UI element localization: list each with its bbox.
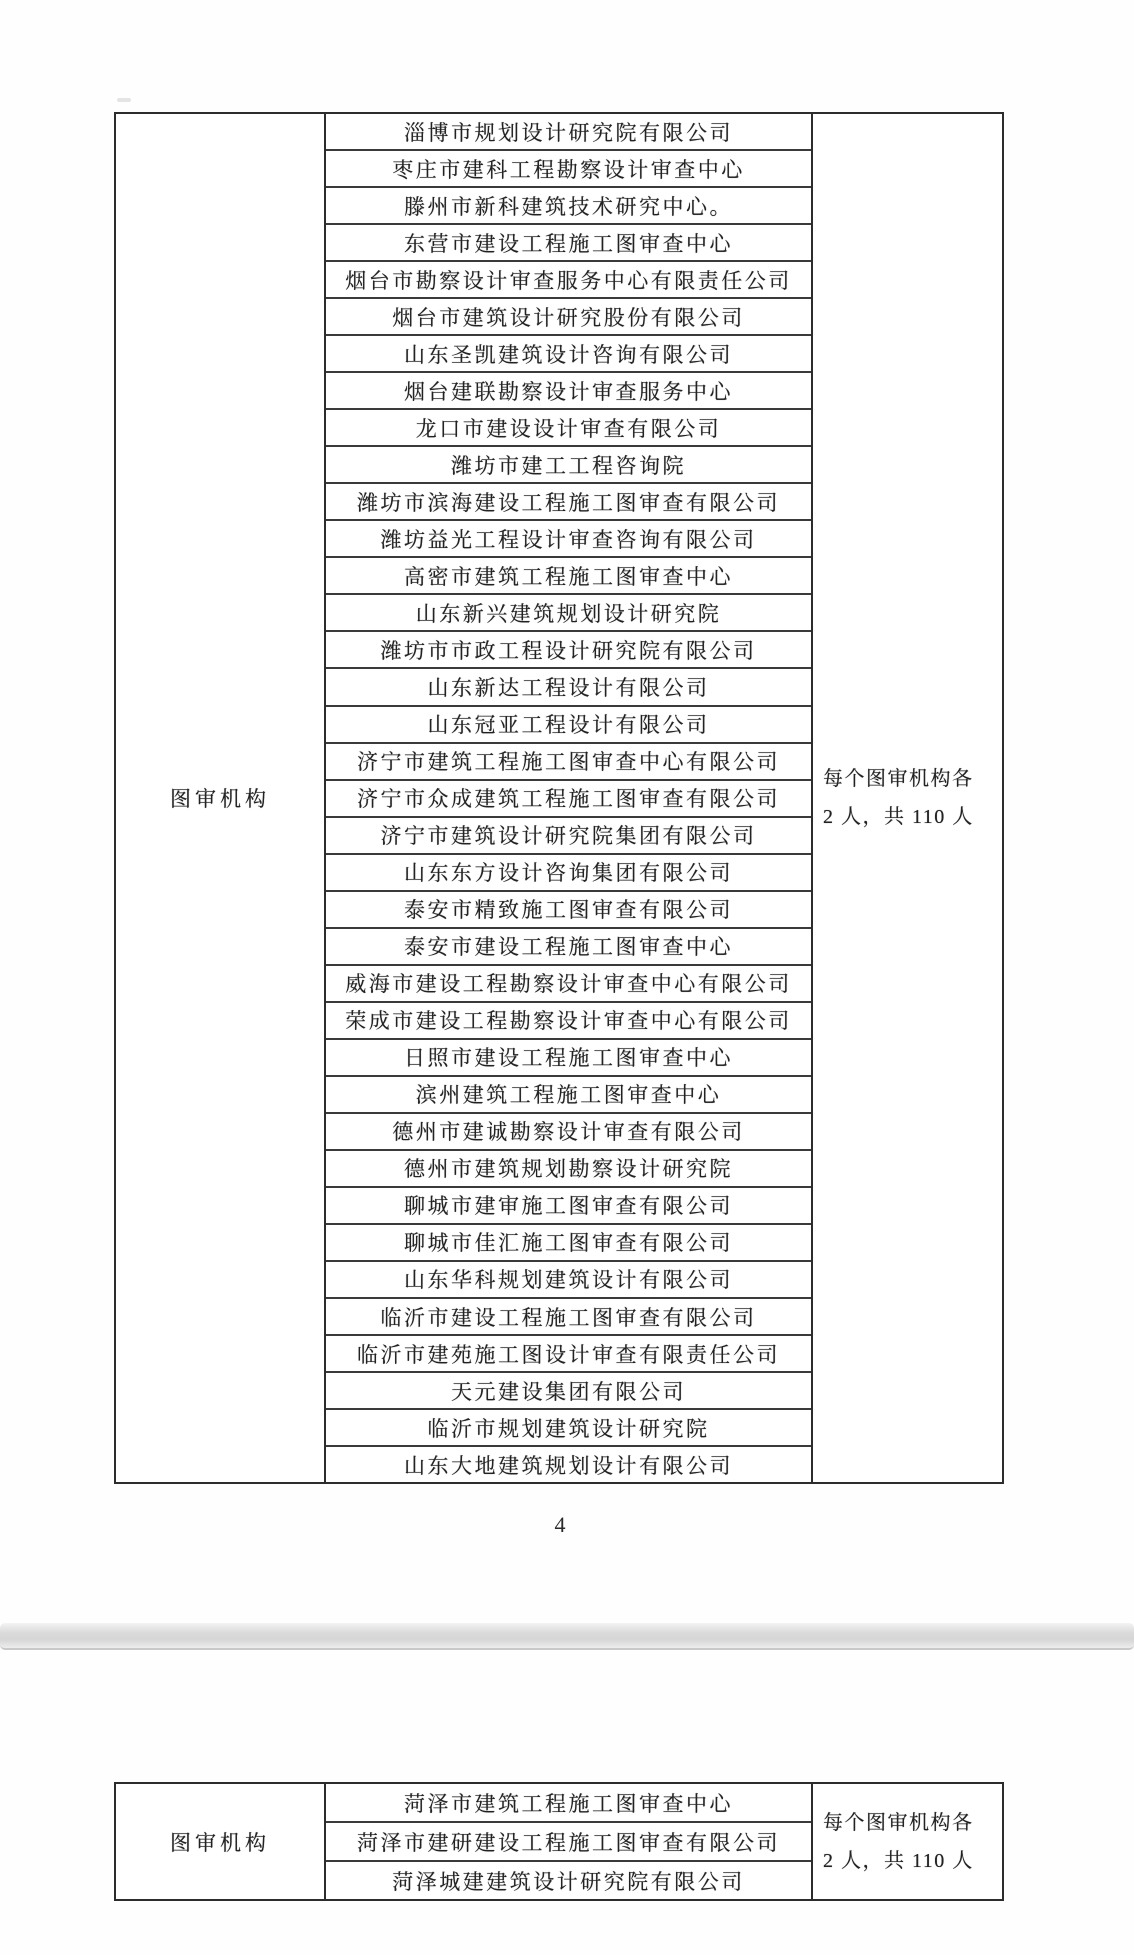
table-row: 泰安市精致施工图审查有限公司 <box>326 892 811 929</box>
capacity-line: 2 人，共 110 人 <box>823 806 974 828</box>
table-row: 滕州市新科建筑技术研究中心。 <box>326 188 811 225</box>
table-row: 山东冠亚工程设计有限公司 <box>326 707 811 744</box>
table-row: 济宁市众成建筑工程施工图审查有限公司 <box>326 781 811 818</box>
capacity-line: 每个图审机构各 <box>823 1811 974 1834</box>
table-row: 潍坊益光工程设计审查咨询有限公司 <box>326 521 811 558</box>
scan-artifact <box>117 98 131 102</box>
table-row: 济宁市建筑工程施工图审查中心有限公司 <box>326 744 811 781</box>
table-row: 潍坊市市政工程设计研究院有限公司 <box>326 632 811 669</box>
table-row: 威海市建设工程勘察设计审查中心有限公司 <box>326 966 811 1003</box>
review-institutions-table-page1 <box>114 112 1004 1484</box>
table-row: 菏泽市建筑工程施工图审查中心 <box>326 1784 811 1823</box>
page-number: 4 <box>554 1512 566 1537</box>
table-row: 泰安市建设工程施工图审查中心 <box>326 929 811 966</box>
capacity-line: 2 人，共 110 人 <box>823 1849 974 1872</box>
table-row: 菏泽城建建筑设计研究院有限公司 <box>392 1869 745 1894</box>
table-row: 潍坊市滨海建设工程施工图审查有限公司 <box>326 484 811 521</box>
table-row: 山东圣凯建筑设计咨询有限公司 <box>326 336 811 373</box>
institution-name-column <box>326 114 813 1482</box>
page-gap <box>0 1623 1134 1650</box>
table-row: 烟台市建筑设计研究股份有限公司 <box>326 299 811 336</box>
table-row: 山东大地建筑规划设计有限公司 <box>404 1453 733 1478</box>
table-row: 日照市建设工程施工图审查中心 <box>326 1040 811 1077</box>
table-row: 菏泽市建研建设工程施工图审查有限公司 <box>326 1823 811 1862</box>
table-row: 德州市建筑规划勘察设计研究院 <box>326 1151 811 1188</box>
table-row: 滨州建筑工程施工图审查中心 <box>326 1077 811 1114</box>
table-row: 临沂市规划建筑设计研究院 <box>326 1410 811 1447</box>
table-row: 天元建设集团有限公司 <box>326 1373 811 1410</box>
table-row: 山东新达工程设计有限公司 <box>326 669 811 706</box>
table-row: 临沂市建设工程施工图审查有限公司 <box>326 1299 811 1336</box>
table-row: 烟台建联勘察设计审查服务中心 <box>326 373 811 410</box>
table-row: 枣庄市建科工程勘察设计审查中心 <box>326 151 811 188</box>
review-institutions-table-page2 <box>114 1782 1004 1901</box>
table-row: 山东华科规划建筑设计有限公司 <box>326 1262 811 1299</box>
table-row: 潍坊市建工工程咨询院 <box>326 447 811 484</box>
table-row: 龙口市建设设计审查有限公司 <box>326 410 811 447</box>
table-row: 聊城市佳汇施工图审查有限公司 <box>326 1225 811 1262</box>
table-row: 临沂市建苑施工图设计审查有限责任公司 <box>326 1336 811 1373</box>
table-row: 东营市建设工程施工图审查中心 <box>326 225 811 262</box>
table-row: 山东东方设计咨询集团有限公司 <box>326 855 811 892</box>
table-row: 荣成市建设工程勘察设计审查中心有限公司 <box>326 1003 811 1040</box>
table-row: 山东新兴建筑规划设计研究院 <box>326 595 811 632</box>
row-header-cell: 图审机构 <box>116 1784 326 1899</box>
capacity-cell <box>813 114 1002 1482</box>
table-row: 聊城市建审施工图审查有限公司 <box>326 1188 811 1225</box>
table-row: 德州市建诚勘察设计审查有限公司 <box>326 1114 811 1151</box>
table-row: 济宁市建筑设计研究院集团有限公司 <box>326 818 811 855</box>
table-row: 淄博市规划设计研究院有限公司 <box>326 114 811 151</box>
row-header-cell: 图审机构 <box>116 114 326 1482</box>
capacity-line: 每个图审机构各 <box>823 768 974 790</box>
table-row: 烟台市勘察设计审查服务中心有限责任公司 <box>326 262 811 299</box>
institution-name-column <box>326 1784 813 1899</box>
capacity-cell <box>813 1784 1002 1899</box>
table-row: 高密市建筑工程施工图审查中心 <box>326 558 811 595</box>
